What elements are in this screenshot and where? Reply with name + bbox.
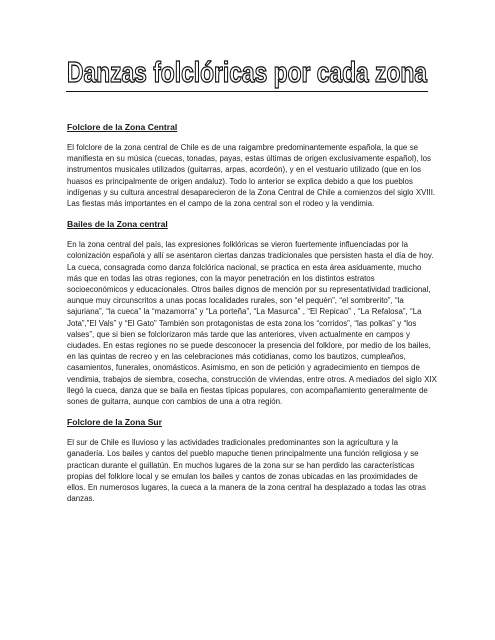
document-title-text: Danzas folclóricas por cada zona bbox=[67, 57, 428, 89]
document-title-graphic bbox=[64, 55, 430, 91]
section-paragraph-central-dances: En la zona central del país, las expresiones folklóricas se vieron fuertemente influenciadas por la colonización española y allí se asentaron ciertas danzas tradicionales que persisten hasta el día de hoy. La cueca, consagrada como danza folclórica nacional, se practica en esta área asiduamente, mucho más que en todas las otras regiones, con la mayor penetración en los distintos estratos socioeconómicos y educacionales. Otros bailes dignos de mención por su representatividad tradicional, aunque muy circunscritos a unas pocas localidades rurales, son “el pequén”, “el sombrerito”, “la sajuriana”, “la cueca” la “mazamorra” y “La porteña”, “La Masurca” , “El Repicao” , “La Refalosa”, “La Jota”,”El Vals” y “El Gato” También son protagonistas de esta zona los “corridos”, “las polkas” y “los valses”, que si bien se folclorizaron más tarde que las anteriores, viven actualmente en campos y ciudades. En estas regiones no se puede desconocer la presencia del folklore, por medio de los bailes, en las quintas de recreo y en las celebraciones más cotidianas, como los bautizos, cumpleaños, casamientos, funerales, onomásticos. Asimismo, en son de petición y agradecimiento en tiempos de vendimia, trabajos de siembra, cosecha, construcción de viviendas, entre otros. A mediados del siglo XIX llegó la cueca, danza que se baila en fiestas típicas populares, con acompañamiento generalmente de sones de guitarra, aunque con cambios de una a otra región. bbox=[67, 240, 437, 407]
document-body bbox=[67, 122, 437, 514]
section-heading-south-folklore: Folclore de la Zona Sur bbox=[67, 417, 163, 428]
section-heading-central-dances: Bailes de la Zona central bbox=[67, 219, 168, 230]
document-title bbox=[64, 55, 430, 91]
section-heading-central-folklore: Folclore de la Zona Central bbox=[67, 122, 178, 132]
section-paragraph-south-folklore: El sur de Chile es lluvioso y las actividades tradicionales predominantes son la agricultura y la ganadería. Los bailes y cantos del pueblo mapuche tienen principalmente una función religiosa y se practican durante el guillatún. En muchos lugares de la zona sur se han perdido las características propias del folklore local y se emulan los bailes y cantos de zonas ubicadas en las proximidades de ellos. En numerosos lugares, la cueca a la manera de la zona central ha desplazado a todas las otras danzas. bbox=[67, 438, 426, 504]
title-underline bbox=[66, 91, 428, 92]
section-paragraph-central-folklore: El folclore de la zona central de Chile es de una raigambre predominantemente española, la que se manifiesta en su música (cuecas, tonadas, payas, estas últimas de origen exclusivamente español), los instrumentos musicales utilizados (guitarras, arpas, acordeón), y en el vestuario utilizado (que en los huasos es principalmente de origen andaluz). Todo lo anterior se explica debido a que los pueblos indígenas y su cultura ancestral desaparecieron de la Zona Central de Chile a comienzos del siglo XVIII. Las fiestas más importantes en el campo de la zona central son el rodeo y la vendimia. bbox=[67, 143, 436, 209]
